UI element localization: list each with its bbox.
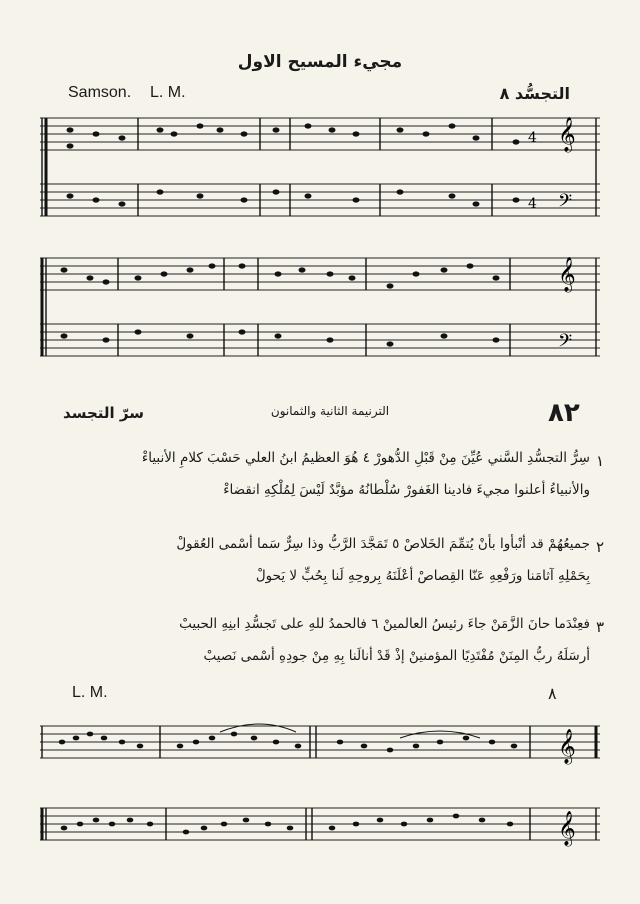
svg-text:4: 4 xyxy=(528,130,537,146)
music-system-2 xyxy=(40,250,600,370)
verse-line: والأنبياءُ أعلنوا مجيءَ فادينا الغَفورْ سُلْطانُهُ مؤبَّدٌ لَيْسَ لِمُلْكِهِ انقضاءْ xyxy=(223,482,590,498)
verse-line: أرسَلَهُ ربُّ المِنَنْ مُفْتَدِيًا المؤمنينْ إذْ قَدْ أنالَنا بِهِ مِنْ جودِهِ أسْمى نَصيبْ xyxy=(203,648,590,664)
svg-text:𝄢: 𝄢 xyxy=(558,191,573,216)
music-system-1 xyxy=(40,110,600,230)
verse-line: جميعُهُمْ قد أنْبأوا بأنْ يُتمِّمَ الخَلاصْ ٥ تَمَجَّدَ الرَّبُّ وذا سِرٌّ سَما أسْمى العُقولْ xyxy=(176,536,590,552)
hymn-occasion: الترنيمة الثانية والثمانون xyxy=(270,404,390,418)
tune2-index: ٨ xyxy=(548,684,557,703)
tune2-meter: L. M. xyxy=(72,684,108,701)
verse-line: بِحَمْلِهِ آثامَنا ورَفْعِهِ عَنّا القِصاصْ أعْلَنَهُ بِروحِهِ لَنا بِحُبٍّ لا يَحولْ xyxy=(255,568,590,584)
svg-text:𝄞: 𝄞 xyxy=(558,257,576,292)
hymn-title: مجيء المسيح الاول xyxy=(237,52,403,72)
tune-meter: L. M. xyxy=(150,84,186,101)
verse-number: ١ xyxy=(596,452,605,470)
verse-line: سِرُّ التجسُّدِ السَّني عُيِّنَ مِنْ قَبْلِ الدُّهورْ ٤ هُوَ العظيمُ ابنُ العلي حَسْبَ كلامِ الأنبياءْ xyxy=(141,450,590,466)
svg-text:𝄞: 𝄞 xyxy=(558,811,576,846)
svg-text:4: 4 xyxy=(528,196,537,212)
svg-text:𝄞: 𝄞 xyxy=(558,117,576,152)
verse-number: ٢ xyxy=(596,538,605,556)
svg-text:𝄢: 𝄢 xyxy=(558,331,573,356)
hymn-topic: سرّ التجسد xyxy=(63,404,144,422)
svg-text:𝄞: 𝄞 xyxy=(558,729,576,764)
hymn-number: ٨٢ xyxy=(548,398,580,428)
music-system-3 xyxy=(40,712,600,772)
verse-line: فعِنْدَما حانَ الزَّمَنْ جاءَ رئيسُ العالمينْ ٦ فالحمدُ للهِ على تَجسُّدِ ابنِهِ الحبيبْ xyxy=(179,616,590,632)
tune-index: التجسُّد ٨ xyxy=(499,84,570,103)
music-system-4 xyxy=(40,794,600,854)
verse-number: ٣ xyxy=(596,618,605,636)
tune-name: Samson. xyxy=(68,84,132,101)
